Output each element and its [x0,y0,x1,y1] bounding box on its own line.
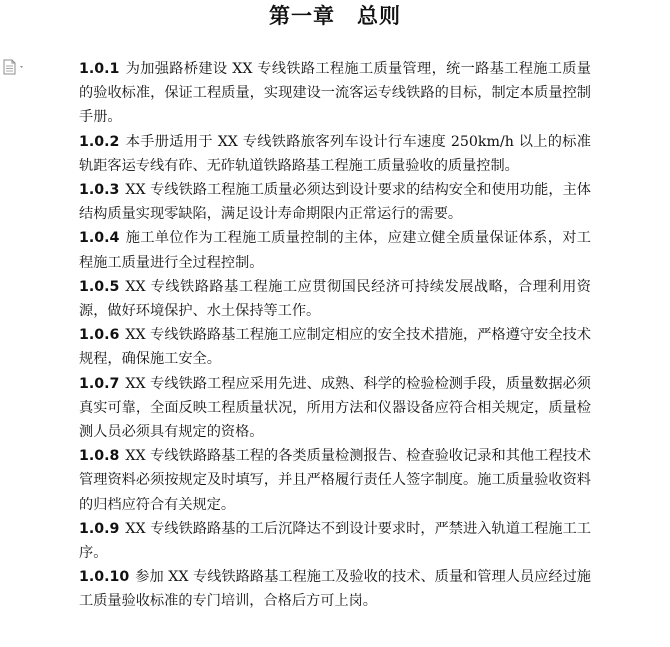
clause [79,517,591,565]
clause-number: 1.0.10 [79,569,130,586]
clause [79,57,591,130]
chapter-label: 第一章 [269,4,335,28]
clause [79,226,591,274]
clause-number: 1.0.6 [79,327,120,344]
clause-number: 1.0.7 [79,375,120,392]
clause-text: XX 专线铁路路基工程施工应贯彻国民经济可持续发展战略，合理利用资源，做好环境保护、水土保持等工作。 [79,278,591,320]
clause [79,275,591,323]
clause [79,565,591,613]
clause-text: XX 专线铁路路基的工后沉降达不到设计要求时，严禁进入轨道工程施工工序。 [79,520,591,562]
clause-text: XX 专线铁路路基工程施工应制定相应的安全技术措施，严格遵守安全技术规程，确保施工安全。 [79,327,591,368]
clause [79,130,591,178]
clause-text: XX 专线铁路路基工程的各类质量检测报告、检查验收记录和其他工程技术管理资料必须按规定及时填写，并且严格履行责任人签字制度。施工质量验收资料的归档应符合有关规定。 [79,448,591,513]
clause-text: 施工单位作为工程施工质量控制的主体，应建立健全质量保证体系，对工程施工质量进行全过程控制。 [79,230,591,271]
document-page-icon[interactable] [2,59,28,75]
clause-number: 1.0.2 [79,133,120,150]
clause-text: 参加 XX 专线铁路路基工程施工及验收的技术、质量和管理人员应经过施工质量验收标准的专门培训，合格后方可上岗。 [79,569,591,610]
clause-text: 本手册适用于 XX 专线铁路旅客列车设计行车速度 250km/h 以上的标准轨距客运专线有砟、无砟轨道铁路路基工程施工质量验收的质量控制。 [79,133,591,174]
chapter-name: 总则 [357,4,401,28]
chapter-title [0,2,670,30]
clause-number: 1.0.4 [79,230,120,247]
clause-text: XX 专线铁路工程施工质量必须达到设计要求的结构安全和使用功能，主体结构质量实现零缺陷，满足设计寿命期限内正常运行的需要。 [79,182,591,223]
clause [79,323,591,371]
clause-number: 1.0.1 [79,61,120,77]
clause-number: 1.0.5 [79,278,120,295]
clause-text: 为加强路桥建设 XX 专线铁路工程施工质量管理，统一路基工程施工质量的验收标准，保证工程质量，实现建设一流客运专线铁路的目标，制定本质量控制手册。 [79,61,591,126]
clause-number: 1.0.9 [79,520,120,537]
clause-number: 1.0.8 [79,448,120,465]
clause-number: 1.0.3 [79,182,120,199]
clause-list [79,57,591,614]
clause-text: XX 专线铁路工程应采用先进、成熟、科学的检验检测手段，质量数据必须真实可靠，全面反映工程质量状况，所用方法和仪器设备应符合相关规定，质量检测人员必须具有规定的资格。 [79,375,591,441]
clause [79,372,591,445]
clause [79,444,591,517]
clause [79,178,591,226]
